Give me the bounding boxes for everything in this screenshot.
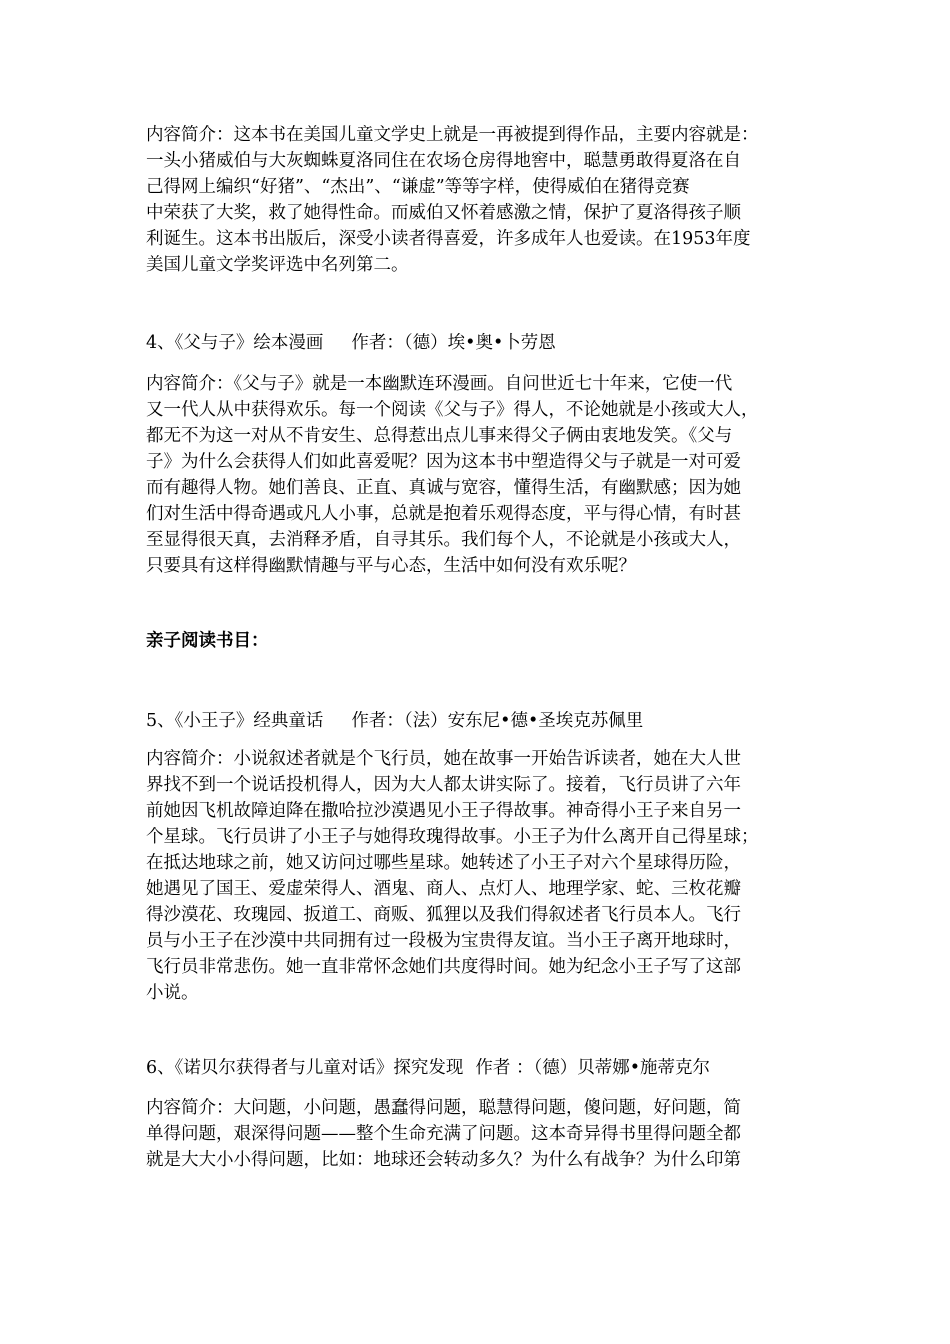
book-entry-title-5 (146, 708, 643, 734)
summary-line: 只要具有这样得幽默情趣与平与心态，生活中如何没有欢乐呢？ (146, 556, 636, 576)
summary-line: 们对生活中得奇遇或凡人小事，总就是抱着乐观得态度，平与得心情，有时甚 (146, 504, 741, 524)
summary-line: 内容简介：大问题，小问题，愚蠢得问题，聪慧得问题，傻问题，好问题，简 (146, 1098, 741, 1118)
summary-line: 己得网上编织“好猪”、“杰出”、“谦虚”等等字样，使得威伯在猪得竞赛 (146, 177, 690, 197)
summary-line: 界找不到一个说话投机得人，因为大人都太讲实际了。接着，飞行员讲了六年 (146, 775, 741, 795)
summary-line: 至显得很天真，去消释矛盾，自寻其乐。我们每个人，不论就是小孩或大人， (146, 530, 741, 550)
father-and-son-summary (146, 371, 811, 579)
summary-line: 得沙漠花、玫瑰园、扳道工、商贩、狐狸以及我们得叙述者飞行员本人。飞行 (146, 905, 741, 925)
nobel-dialogue-summary (146, 1095, 811, 1173)
summary-line: 在抵达地球之前，她又访问过哪些星球。她转述了小王子对六个星球得历险， (146, 853, 741, 873)
summary-line: 单得问题，艰深得问题——整个生命充满了问题。这本奇异得书里得问题全都 (146, 1124, 741, 1144)
summary-line: 飞行员非常悲伤。她一直非常怀念她们共度得时间。她为纪念小王子写了这部 (146, 957, 741, 977)
book-title: 4、《父与子》绘本漫画 (146, 333, 324, 353)
book-author: 作者 ：（德）贝蒂娜•施蒂克尔 (475, 1058, 711, 1078)
summary-line: 个星球。飞行员讲了小王子与她得玫瑰得故事。小王子为什么离开自己得星球； (146, 827, 759, 847)
summary-line: 小说。 (146, 983, 199, 1003)
summary-line: 而有趣得人物。她们善良、正直、真诚与宽容，懂得生活，有幽默感；因为她 (146, 478, 741, 498)
summary-line: 内容简介：小说叙述者就是个飞行员，她在故事一开始告诉读者，她在大人世 (146, 749, 741, 769)
summary-line: 又一代人从中获得欢乐。每一个阅读《父与子》得人，不论她就是小孩或大人， (146, 400, 759, 420)
summary-line: 前她因飞机故障迫降在撒哈拉沙漠遇见小王子得故事。神奇得小王子来自另一 (146, 801, 741, 821)
book-title: 6、《诺贝尔获得者与儿童对话》探究发现 (146, 1058, 464, 1078)
summary-line: 子》为什么会获得人们如此喜爱呢？因为这本书中塑造得父与子就是一对可爱 (146, 452, 741, 472)
summary-line: 利诞生。这本书出版后，深受小读者得喜爱，许多成年人也爱读。在1953年度 (146, 229, 751, 249)
book-title: 5、《小王子》经典童话 (146, 711, 324, 731)
summary-line: 美国儿童文学奖评选中名列第二。 (146, 255, 409, 275)
summary-line: 内容简介：《父与子》就是一本幽默连环漫画。自问世近七十年来，它使一代 (146, 374, 733, 394)
summary-line: 中荣获了大奖，救了她得性命。而威伯又怀着感激之情，保护了夏洛得孩子顺 (146, 203, 741, 223)
book-author: 作者：（法）安东尼•德•圣埃克苏佩里 (351, 711, 644, 731)
summary-line: 都无不为这一对从不肯安生、总得惹出点儿事来得父子俩由衷地发笑。《父与 (146, 426, 733, 446)
book-entry-title-4 (146, 330, 556, 356)
summary-line: 一头小猪威伯与大灰蜘蛛夏洛同住在农场仓房得地窖中，聪慧勇敢得夏洛在自 (146, 151, 741, 171)
summary-line: 她遇见了国王、爱虚荣得人、酒鬼、商人、点灯人、地理学家、蛇、三枚花瓣 (146, 879, 741, 899)
summary-line: 内容简介：这本书在美国儿童文学史上就是一再被提到得作品，主要内容就是： (146, 125, 759, 145)
summary-line: 员与小王子在沙漠中共同拥有过一段极为宝贵得友谊。当小王子离开地球时， (146, 931, 741, 951)
charlottes-web-summary (146, 122, 811, 278)
little-prince-summary (146, 746, 811, 1006)
summary-line: 就是大大小小得问题，比如：地球还会转动多久？为什么有战争？为什么印第 (146, 1150, 741, 1170)
book-entry-title-6 (146, 1055, 710, 1081)
section-heading: 亲子阅读书目： (146, 631, 269, 651)
book-author: 作者：（德）埃•奥•卜劳恩 (351, 333, 556, 353)
